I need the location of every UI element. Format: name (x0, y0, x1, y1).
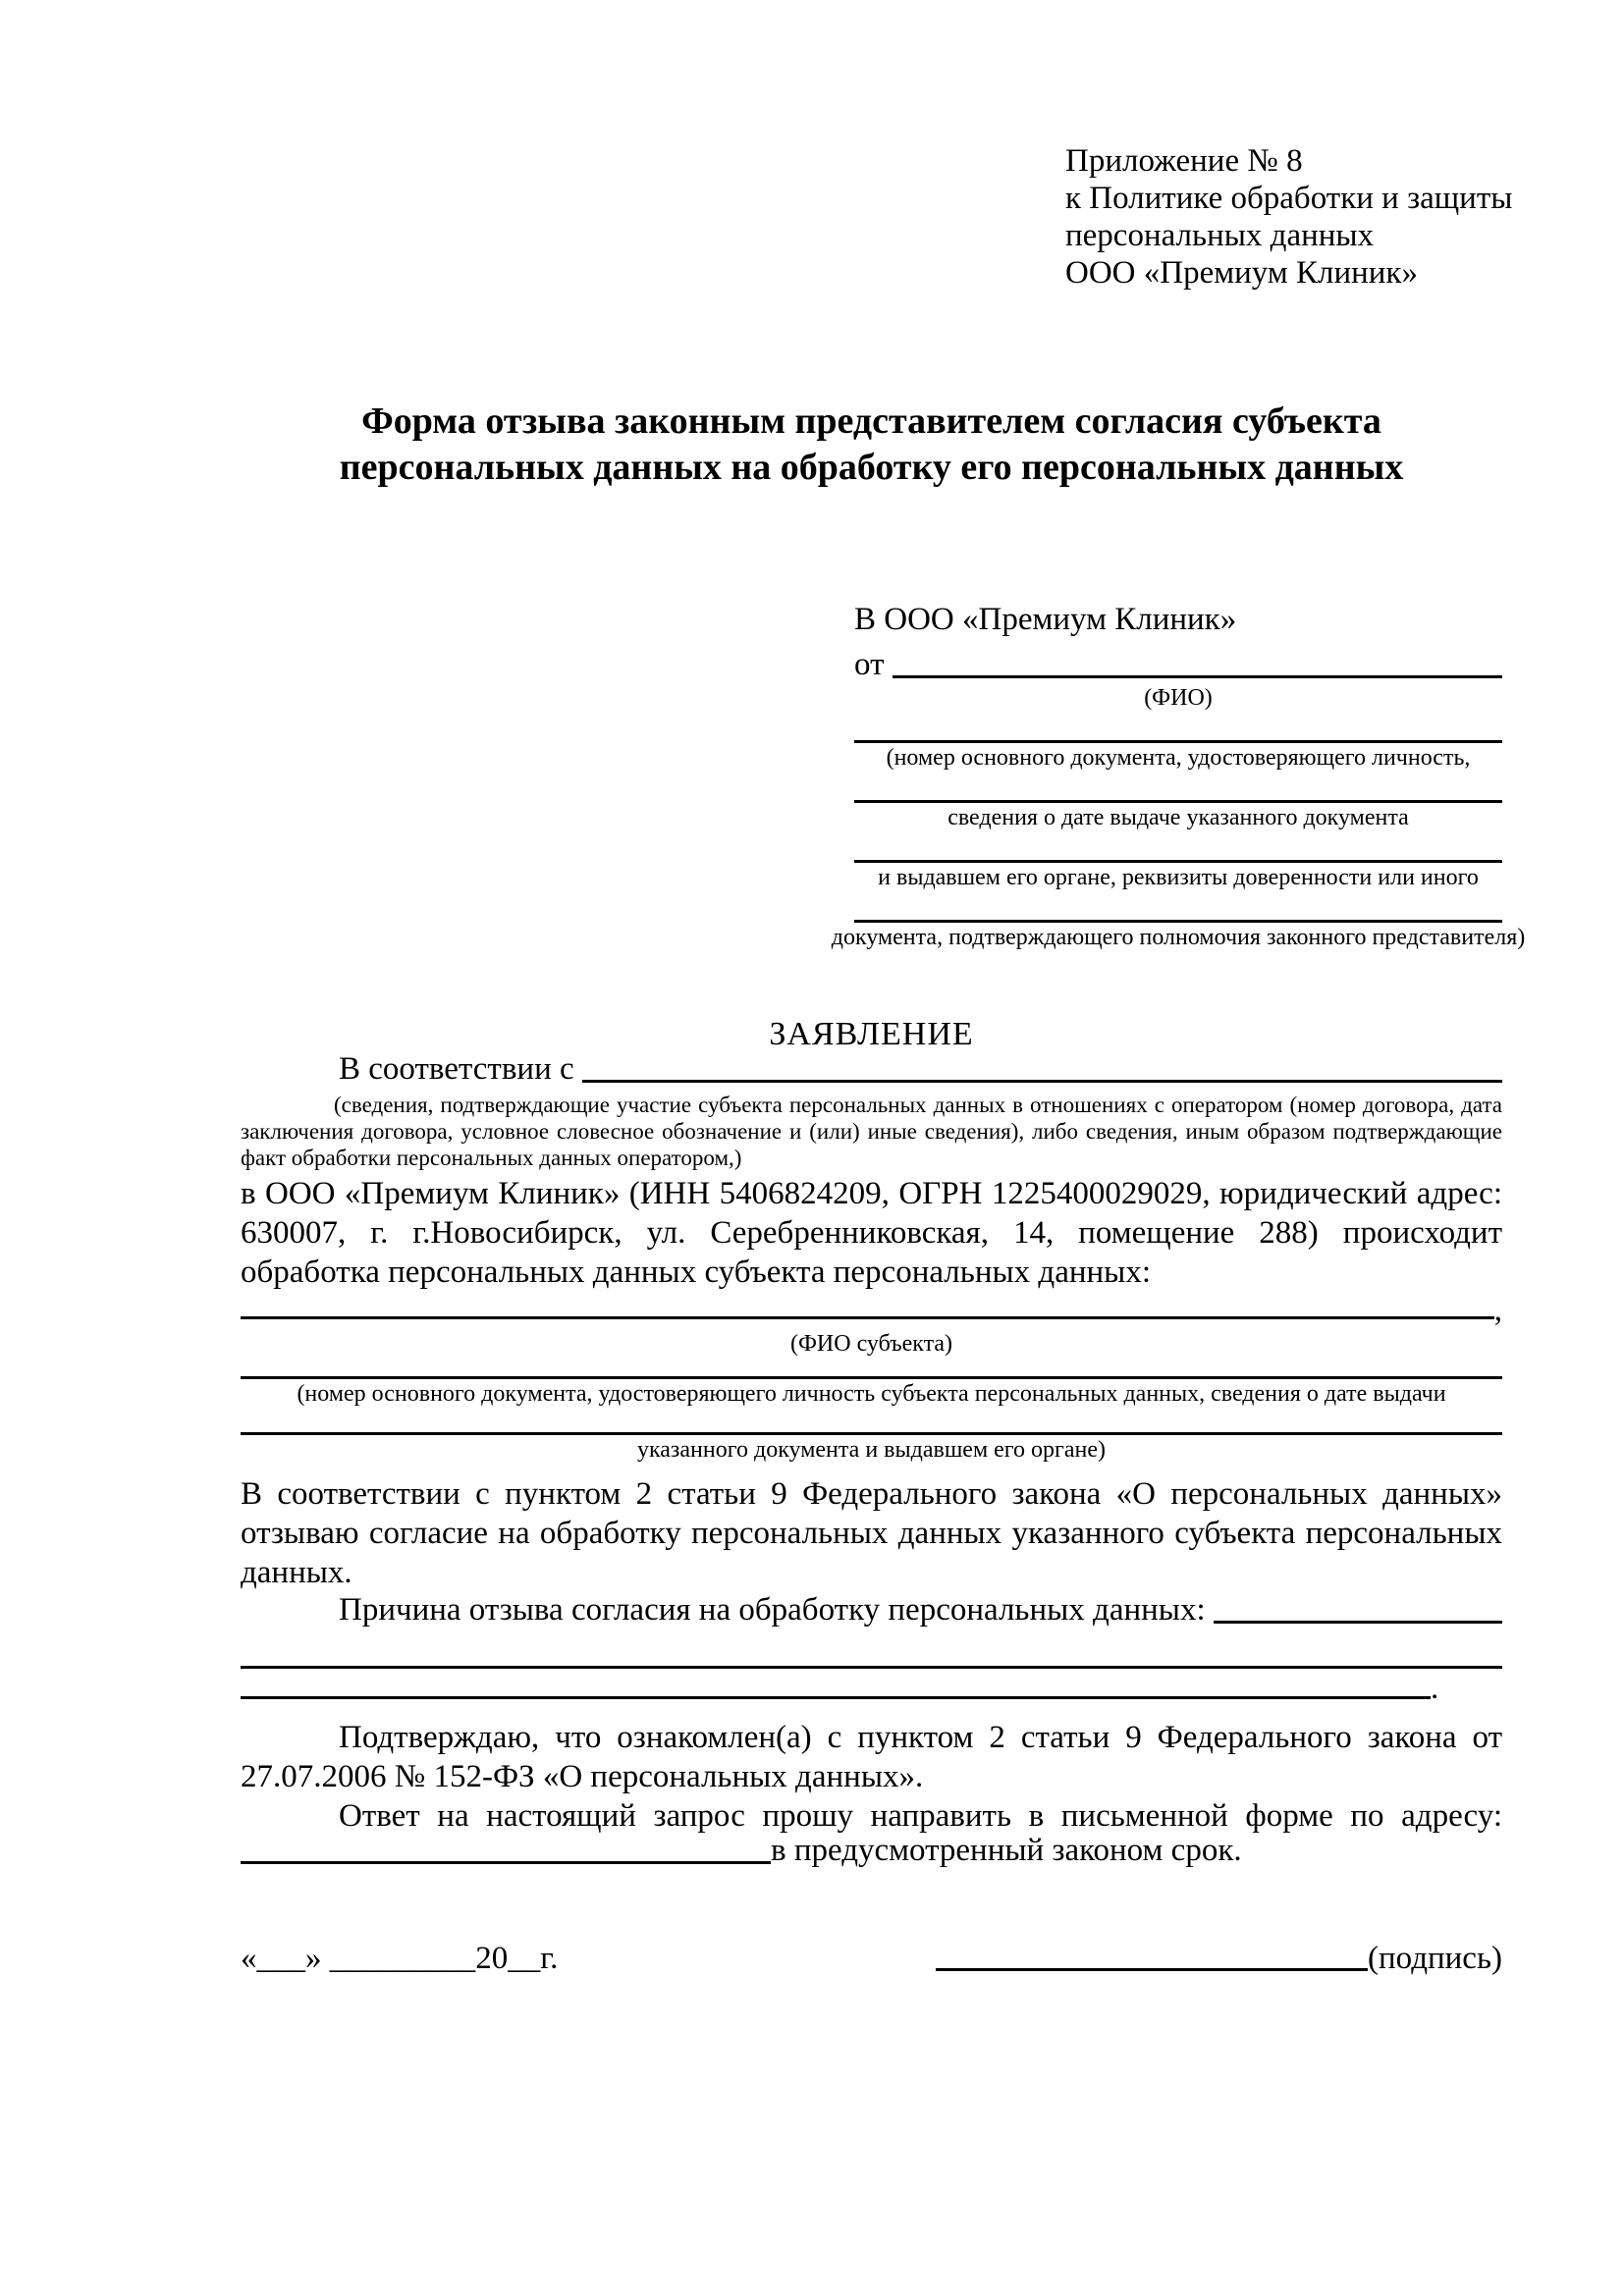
document-title-line: Форма отзыва законным представителем согласия субъекта (361, 400, 1381, 442)
response-paragraph: Ответ на настоящий запрос прошу направить в письменной форме по адресу: (339, 1798, 1502, 1834)
rep-doc-caption: (номер основного документа, удостоверяющего личность, (886, 745, 1471, 771)
document-title-line: персональных данных на обработку его персональных данных (339, 447, 1404, 488)
document-title (241, 399, 1502, 491)
reason-label: Причина отзыва согласия на обработку персональных данных: (339, 1592, 1206, 1628)
subject-fio-row (241, 1294, 1502, 1329)
date-field[interactable]: «___» _________20__г. (241, 1941, 559, 1976)
withdrawal-paragraph: В соответствии с пунктом 2 статьи 9 Федерального закона «О персональных данных» отзываю согласие на обработку персональных данных указанного субъекта персональных данных. (241, 1476, 1502, 1590)
statement-heading: ЗАЯВЛЕНИЕ (769, 1016, 974, 1052)
rep-doc-field-line[interactable] (854, 772, 1502, 803)
from-label: от (854, 647, 885, 682)
subject-doc-caption: (номер основного документа, удостоверяющего личность субъекта персональных данных, сведения о дате выдачи (297, 1381, 1446, 1407)
intro-label: В соответствии с (339, 1051, 574, 1087)
response-address-row (241, 1834, 1502, 1869)
reason-extra-field-line[interactable] (241, 1696, 1431, 1699)
reason-row (241, 1591, 1502, 1629)
fio-caption: (ФИО) (1144, 685, 1213, 711)
subject-fio-field-line[interactable] (241, 1316, 1494, 1319)
signature-caption: (подпись) (1368, 1941, 1502, 1976)
subject-doc-field-line[interactable] (241, 1358, 1502, 1379)
annex-line: к Политике обработки и защиты (1065, 181, 1513, 216)
rep-doc-caption: документа, подтверждающего полномочия законного представителя) (831, 925, 1526, 950)
basis-field-line[interactable] (582, 1080, 1502, 1083)
signature-block (936, 1941, 1502, 1977)
rep-doc-caption: сведения о дате выдаче указанного документа (947, 805, 1409, 830)
intro-row (241, 1048, 1502, 1088)
signature-field-line[interactable] (936, 1968, 1368, 1971)
subject-fields (241, 1294, 1502, 1464)
rep-doc-field-line[interactable] (854, 712, 1502, 743)
rep-doc-caption: и выдавшем его органе, реквизиты доверенности или иного (878, 865, 1479, 890)
annex-line: Приложение № 8 (1065, 143, 1303, 179)
address-field-line[interactable] (241, 1861, 771, 1864)
rep-doc-field-line[interactable] (854, 891, 1502, 923)
reason-field-line[interactable] (1214, 1621, 1502, 1624)
from-row (854, 644, 1502, 683)
rep-doc-field-line[interactable] (854, 831, 1502, 863)
reason-extra-row (241, 1672, 1502, 1707)
subject-fio-caption: (ФИО субъекта) (789, 1331, 953, 1357)
annex-line: персональных данных (1065, 218, 1375, 253)
acknowledgement-paragraph: Подтверждаю, что ознакомлен(а) с пунктом 2 статьи 9 Федерального закона от 27.07.2006 № 152-ФЗ «О персональных данных». (241, 1720, 1502, 1794)
fio-field-line[interactable] (893, 675, 1503, 678)
basis-caption: (сведения, подтверждающие участие субъекта персональных данных в отношениях с оператором (номер договора, дата заключения договора, условное словесное обозначение и (или) иные сведения), либо сведения, иным образом подтверждающие факт обработки персональных данных оператором,) (241, 1093, 1502, 1170)
subject-doc-caption: указанного документа и выдавшем его органе) (636, 1437, 1107, 1463)
recipient-org: В ООО «Премиум Клиник» (854, 602, 1237, 637)
period-suffix: . (1431, 1671, 1439, 1706)
annex-note (1065, 142, 1512, 292)
comma-suffix: , (1493, 1293, 1502, 1328)
response-suffix: в предусмотренный законом срок. (771, 1833, 1242, 1868)
reason-extra-field-line[interactable] (241, 1633, 1502, 1669)
operator-paragraph: в ООО «Премиум Клиник» (ИНН 5406824209, ОГРН 1225400029029, юридический адрес: 630007, г. г.Новосибирск, ул. Серебренниковская, 14, помещение 288) происходит обработка персональных данных субъекта персональных данных: (241, 1176, 1502, 1290)
recipient-block (831, 599, 1526, 951)
subject-doc-field-line[interactable] (241, 1408, 1502, 1435)
footer-row (241, 1934, 1502, 1977)
annex-line: ООО «Премиум Клиник» (1065, 255, 1418, 291)
